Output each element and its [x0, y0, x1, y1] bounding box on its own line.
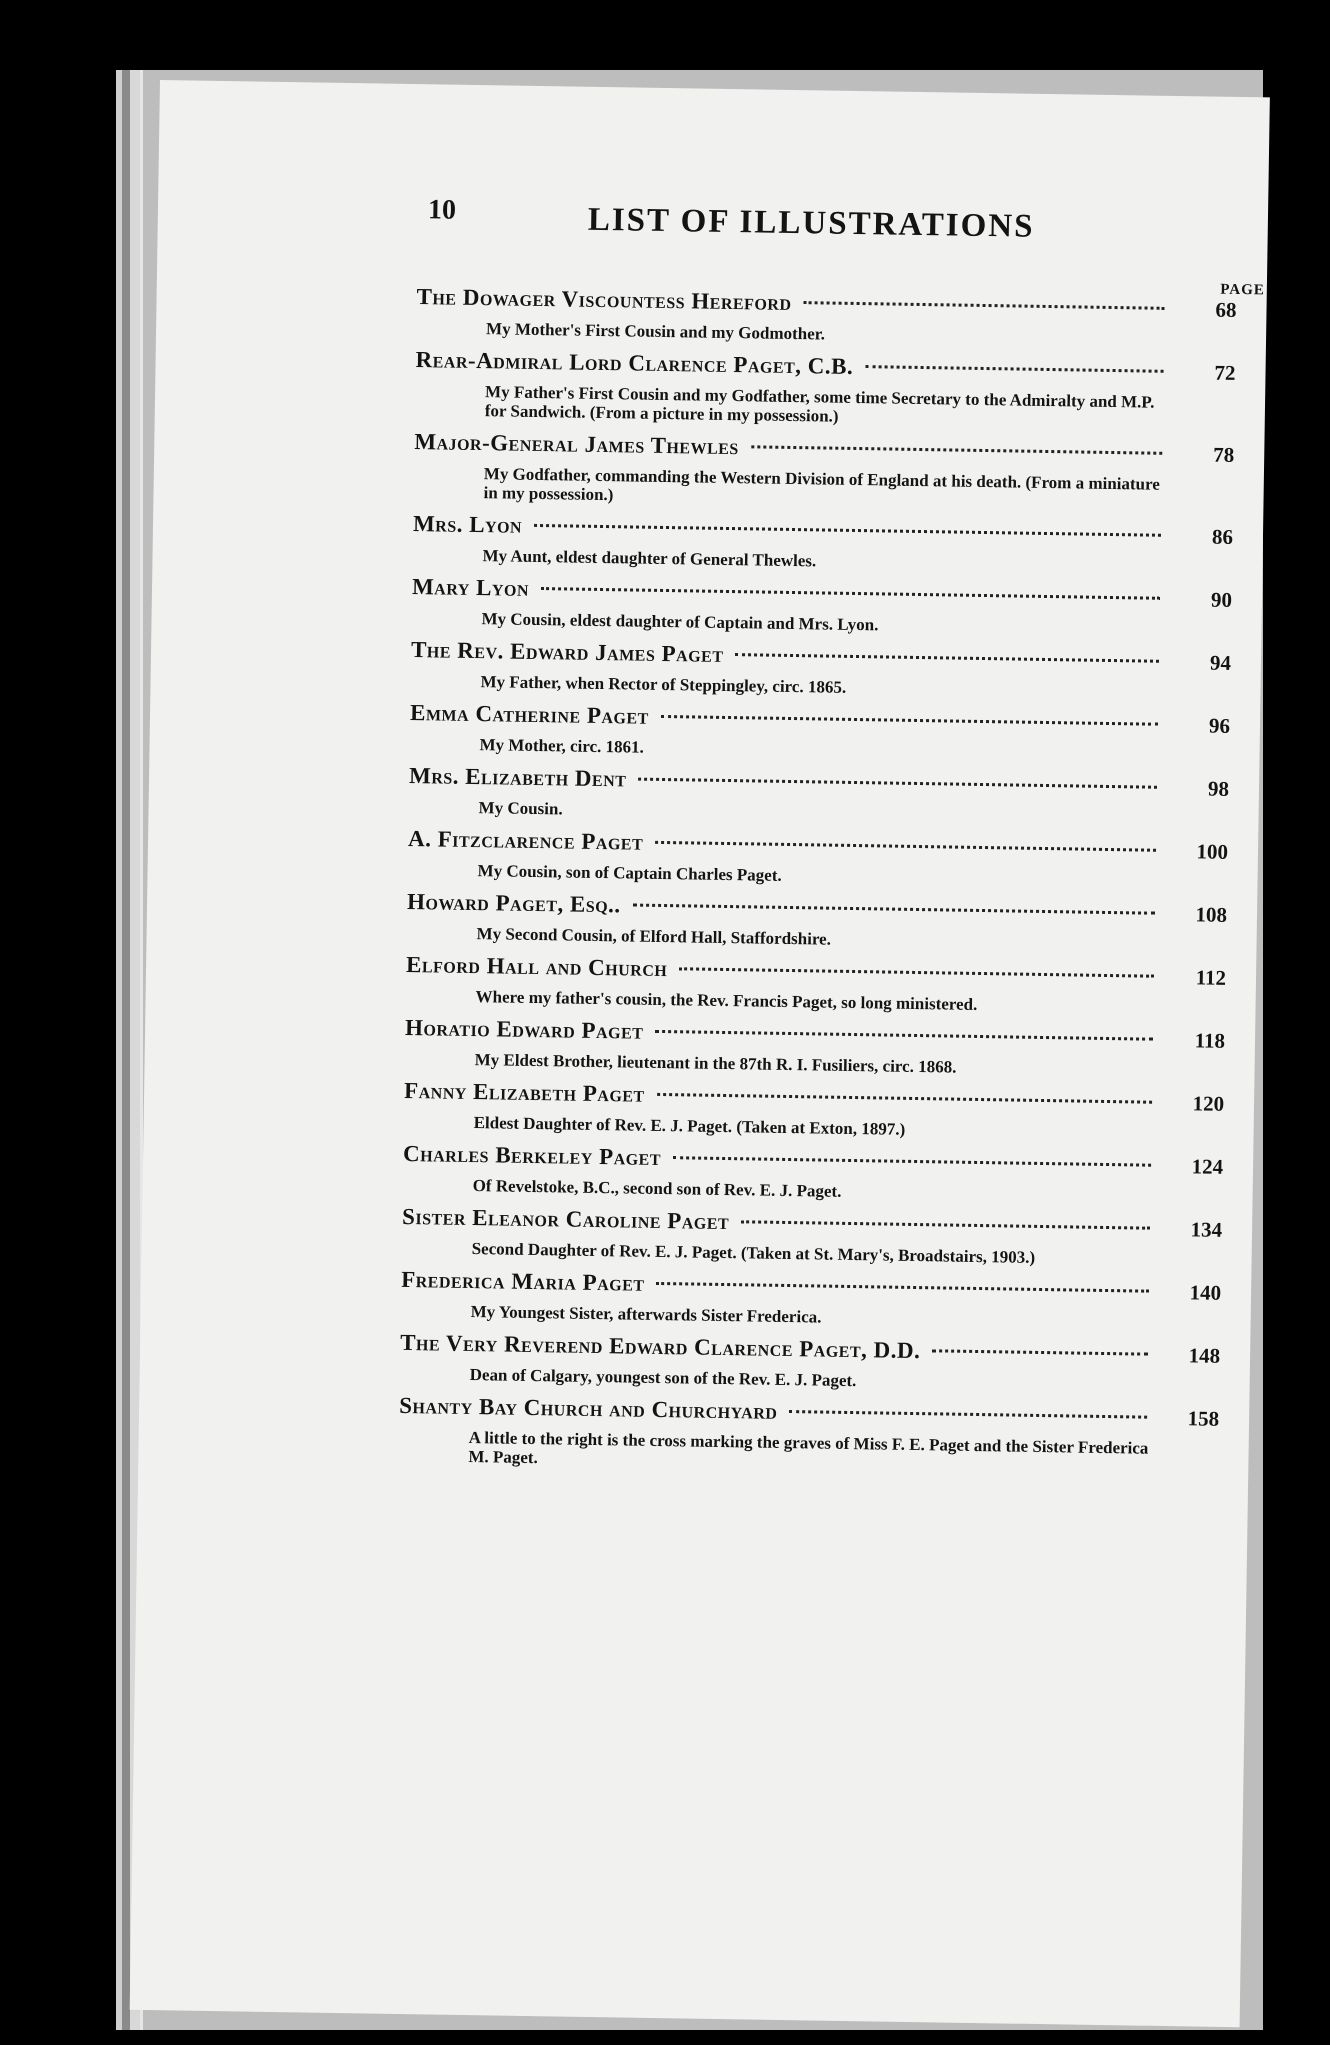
dot-leader — [932, 1339, 1148, 1355]
entry-page-number: 148 — [1188, 1343, 1221, 1368]
illustration-entry — [405, 1015, 1226, 1081]
entry-title: Shanty Bay Church and Churchyard — [399, 1392, 778, 1424]
entry-page-number: 98 — [1207, 776, 1230, 801]
entry-title: The Very Reverend Edward Clarence Paget, D.D. — [400, 1329, 921, 1364]
entry-title: Mrs. Elizabeth Dent — [408, 763, 627, 792]
entry-caption: My Father, when Rector of Steppingley, circ. 1865. — [480, 672, 847, 697]
page-header — [417, 189, 1265, 299]
entry-page-number: 72 — [1214, 360, 1236, 385]
entry-page-number: 120 — [1192, 1091, 1225, 1116]
entry-title: Horatio Edward Paget — [404, 1014, 644, 1044]
entry-caption: My Cousin, eldest daughter of Captain and Mrs. Lyon. — [481, 609, 879, 635]
entry-page-number: 100 — [1196, 839, 1229, 864]
entry-title: Charles Berkeley Paget — [402, 1140, 662, 1171]
illustration-entry — [404, 1078, 1225, 1144]
entry-caption: My Mother, circ. 1861. — [479, 735, 645, 757]
entry-title: The Rev. Edward James Paget — [410, 637, 724, 667]
entry-caption: My Second Cousin, of Elford Hall, Staffordshire. — [476, 924, 832, 949]
running-title: LIST OF ILLUSTRATIONS — [587, 201, 1035, 245]
entry-page-number: 124 — [1191, 1154, 1224, 1179]
entry-title: Major-General James Thewles — [414, 429, 740, 460]
dot-leader — [735, 643, 1159, 663]
dot-leader — [865, 355, 1163, 373]
dot-leader — [633, 894, 1156, 915]
entry-caption: My Eldest Brother, lieutenant in the 87th R. I. Fusiliers, circ. 1868. — [474, 1050, 957, 1077]
entry-page-number: 78 — [1213, 442, 1235, 467]
entry-title: The Dowager Viscountess Hereford — [416, 284, 792, 315]
entry-title: Frederica Maria Paget — [400, 1266, 645, 1296]
page-content — [399, 189, 1265, 1468]
illustration-entry — [412, 511, 1233, 577]
entry-title: Mary Lyon — [411, 574, 530, 601]
illustration-entry — [416, 284, 1237, 350]
entry-title: Elford Hall and Church — [405, 951, 668, 982]
dot-leader — [638, 768, 1157, 789]
dot-leader — [655, 1020, 1153, 1041]
dot-leader — [673, 1146, 1151, 1167]
illustration-entry — [403, 1141, 1224, 1207]
dot-leader — [661, 705, 1158, 726]
entry-title: Rear-Admiral Lord Clarence Paget, C.B. — [415, 347, 854, 379]
illustration-entry — [401, 1267, 1222, 1333]
entry-page-number: 90 — [1210, 587, 1233, 612]
entry-page-number: 134 — [1190, 1217, 1223, 1242]
entry-page-number: 86 — [1211, 524, 1234, 549]
entry-page-number: 158 — [1187, 1406, 1220, 1431]
entry-caption: My Father's First Cousin and my Godfather, some time Secretary to the Admiralty and M.P. for Sandwich. (From a picture in my possession.) — [484, 382, 1155, 426]
page-column-heading: PAGE — [1220, 281, 1265, 299]
illustration-entry — [415, 347, 1236, 432]
entry-caption: Dean of Calgary, youngest son of the Rev. E. J. Paget. — [469, 1365, 857, 1391]
dot-leader — [655, 831, 1156, 852]
dot-leader — [679, 957, 1154, 977]
entry-page-number: 68 — [1215, 297, 1237, 322]
entry-caption: My Cousin. — [478, 798, 563, 819]
illustration-entry — [413, 429, 1234, 514]
entry-title: Mrs. Lyon — [412, 511, 523, 538]
dot-leader — [657, 1083, 1153, 1104]
entry-title: A. Fitzclarence Paget — [407, 825, 644, 855]
entry-caption: My Godfather, commanding the Western Division of England at his death. (From a miniature in my possession.) — [483, 464, 1161, 505]
dot-leader — [657, 1272, 1150, 1293]
entry-page-number: 112 — [1195, 965, 1227, 990]
dot-leader — [803, 291, 1164, 310]
entry-caption: Of Revelstoke, B.C., second son of Rev. E. J. Paget. — [472, 1176, 842, 1201]
entry-title: Howard Paget, Esq.. — [406, 888, 621, 918]
illustration-entry — [411, 574, 1232, 640]
dot-leader — [541, 577, 1160, 600]
dot-leader — [741, 1210, 1150, 1229]
dot-leader — [789, 1400, 1147, 1419]
entry-caption: My Youngest Sister, afterwards Sister Frederica. — [470, 1302, 822, 1327]
entry-caption: My Cousin, son of Captain Charles Paget. — [477, 861, 782, 885]
book-page — [130, 80, 1270, 2027]
illustration-entry — [409, 700, 1230, 766]
entry-caption: A little to the right is the cross marking the graves of Miss F. E. Paget and the Sister Frederica M. Paget. — [468, 1428, 1149, 1468]
illustration-entry — [398, 1393, 1219, 1478]
entry-page-number: 96 — [1208, 713, 1231, 738]
entry-page-number: 118 — [1194, 1028, 1226, 1053]
illustration-entry — [410, 637, 1231, 703]
illustration-entry — [408, 763, 1229, 829]
entry-title: Fanny Elizabeth Paget — [403, 1077, 645, 1107]
entry-title: Sister Eleanor Caroline Paget — [401, 1203, 730, 1235]
illustrations-list — [398, 284, 1237, 1488]
entry-title: Emma Catherine Paget — [409, 700, 650, 729]
entry-caption: Eldest Daughter of Rev. E. J. Paget. (Taken at Exton, 1897.) — [473, 1113, 906, 1139]
entry-page-number: 108 — [1195, 902, 1228, 927]
entry-caption: Second Daughter of Rev. E. J. Paget. (Taken at St. Mary's, Broadstairs, 1903.) — [471, 1239, 1036, 1267]
entry-page-number: 94 — [1209, 650, 1232, 675]
illustration-entry — [406, 889, 1227, 955]
dot-leader — [751, 435, 1163, 454]
page-number: 10 — [427, 194, 457, 226]
illustration-entry — [402, 1204, 1223, 1270]
illustration-entry — [407, 826, 1228, 892]
entry-caption: My Aunt, eldest daughter of General Thewles. — [482, 546, 817, 571]
dot-leader — [534, 514, 1161, 537]
entry-caption: My Mother's First Cousin and my Godmother. — [485, 319, 826, 344]
entry-page-number: 140 — [1189, 1280, 1222, 1305]
entry-caption: Where my father's cousin, the Rev. Francis Paget, so long ministered. — [475, 987, 978, 1014]
illustration-entry — [406, 952, 1227, 1018]
illustration-entry — [400, 1330, 1221, 1396]
